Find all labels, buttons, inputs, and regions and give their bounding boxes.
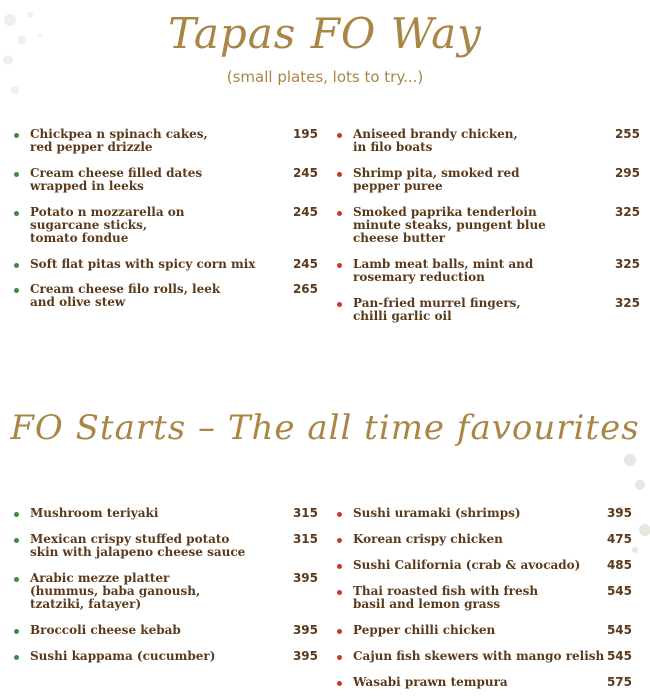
dish-name: Arabic mezze platter (hummus, baba ganoush, tzatziki, fatayer) (30, 571, 201, 611)
dish-price: 325 (614, 205, 640, 219)
dish-price: 475 (606, 532, 632, 546)
dish-name: Korean crispy chicken (353, 532, 503, 546)
veg-bullet-icon (14, 629, 19, 634)
dish-name: Potato n mozzarella on sugarcane sticks, tomato fondue (30, 205, 185, 245)
dish-price: 255 (614, 127, 640, 141)
dish-price: 315 (292, 532, 318, 546)
nonveg-bullet-icon (337, 133, 342, 138)
dish-price: 575 (606, 675, 632, 689)
tapas-title: Tapas FO Way (168, 9, 482, 58)
dish-name: Aniseed brandy chicken, in filo boats (353, 127, 518, 154)
dish-name: Cajun fish skewers with mango relish (353, 649, 605, 663)
dish-price: 295 (614, 166, 640, 180)
veg-bullet-icon (14, 288, 19, 293)
nonveg-bullet-icon (337, 655, 342, 660)
dish-name: Lamb meat balls, mint and rosemary reduction (353, 257, 534, 284)
veg-bullet-icon (14, 655, 19, 660)
dish-name: Thai roasted fish with fresh basil and lemon grass (353, 584, 539, 611)
tapas-subtitle: (small plates, lots to try...) (226, 68, 424, 86)
dish-name: Chickpea n spinach cakes, red pepper drizzle (30, 127, 208, 154)
dish-price: 195 (292, 127, 318, 141)
dish-price: 545 (606, 623, 632, 637)
dish-price: 325 (614, 296, 640, 310)
nonveg-bullet-icon (337, 263, 342, 268)
dish-price: 315 (292, 506, 318, 520)
veg-bullet-icon (14, 577, 19, 582)
dish-price: 545 (606, 649, 632, 663)
veg-bullet-icon (14, 172, 19, 177)
dish-name: Pepper chilli chicken (353, 623, 496, 637)
dish-name: Sushi California (crab & avocado) (353, 558, 581, 572)
starts-left-column (14, 507, 319, 667)
nonveg-bullet-icon (337, 172, 342, 177)
veg-bullet-icon (14, 538, 19, 543)
dish-name: Sushi uramaki (shrimps) (353, 506, 521, 520)
dish-price: 265 (292, 282, 318, 296)
starts-right-column (337, 507, 642, 697)
dish-name: Soft flat pitas with spicy corn mix (30, 257, 256, 271)
nonveg-bullet-icon (337, 629, 342, 634)
nonveg-bullet-icon (337, 681, 342, 686)
nonveg-bullet-icon (337, 302, 342, 307)
dish-price: 545 (606, 584, 632, 598)
dish-price: 245 (292, 166, 318, 180)
dish-name: Mushroom teriyaki (30, 506, 159, 520)
dish-price: 395 (292, 623, 318, 637)
dish-name: Cream cheese filled dates wrapped in leeks (30, 166, 203, 193)
dish-name: Pan-fried murrel fingers, chilli garlic oil (353, 296, 521, 323)
dish-name: Smoked paprika tenderloin minute steaks, pungent blue cheese butter (353, 205, 546, 245)
starts-title: FO Starts – The all time favourites (10, 408, 640, 448)
veg-bullet-icon (14, 133, 19, 138)
dish-price: 325 (614, 257, 640, 271)
dish-price: 395 (292, 649, 318, 663)
dish-price: 395 (606, 506, 632, 520)
dish-name: Broccoli cheese kebab (30, 623, 181, 637)
dish-price: 245 (292, 205, 318, 219)
nonveg-bullet-icon (337, 590, 342, 595)
dish-name: Cream cheese filo rolls, leek and olive stew (30, 282, 221, 309)
nonveg-bullet-icon (337, 564, 342, 569)
veg-bullet-icon (14, 512, 19, 517)
dish-price: 485 (606, 558, 632, 572)
dish-name: Mexican crispy stuffed potato skin with jalapeno cheese sauce (30, 532, 246, 559)
nonveg-bullet-icon (337, 512, 342, 517)
nonveg-bullet-icon (337, 211, 342, 216)
dish-name: Shrimp pita, smoked red pepper puree (353, 166, 520, 193)
dish-name: Sushi kappama (cucumber) (30, 649, 216, 663)
nonveg-bullet-icon (337, 538, 342, 543)
tapas-right-column (337, 128, 642, 328)
dish-name: Wasabi prawn tempura (353, 675, 508, 689)
tapas-left-column (14, 128, 319, 328)
dish-price: 395 (292, 571, 318, 585)
veg-bullet-icon (14, 211, 19, 216)
veg-bullet-icon (14, 263, 19, 268)
dish-price: 245 (292, 257, 318, 271)
